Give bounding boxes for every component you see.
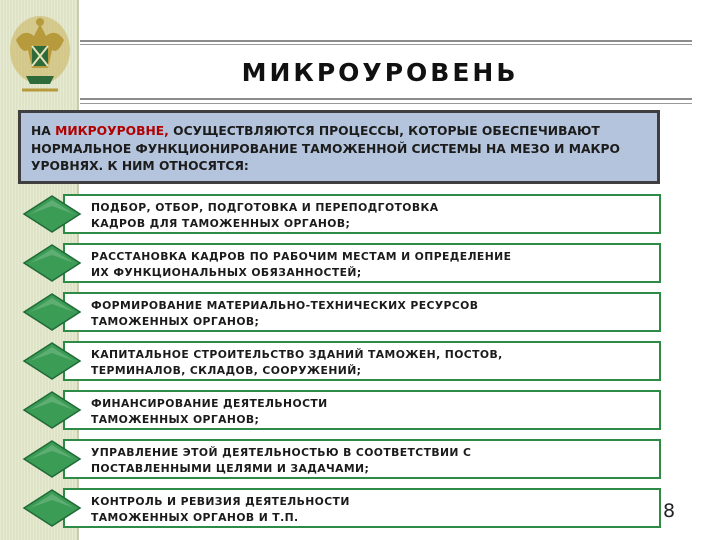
list-item (63, 439, 661, 479)
green-diamond-bullet-icon (22, 341, 82, 381)
list-item (63, 292, 661, 332)
list-item-line-2: ИХ ФУНКЦИОНАЛЬНЫХ ОБЯЗАННОСТЕЙ; (91, 266, 362, 279)
list-item-line-2: ТЕРМИНАЛОВ, СКЛАДОВ, СООРУЖЕНИЙ; (91, 364, 362, 377)
header-rule-top-thin (80, 44, 692, 45)
green-diamond-bullet-icon (22, 439, 82, 479)
list-item (63, 243, 661, 283)
green-diamond-bullet-icon (22, 292, 82, 332)
green-diamond-bullet-icon (22, 488, 82, 528)
list-item-line-2: КАДРОВ ДЛЯ ТАМОЖЕННЫХ ОРГАНОВ; (91, 217, 351, 230)
intro-box (18, 110, 660, 184)
header-rule-top (80, 40, 692, 42)
slide-title: МИКРОУРОВЕНЬ (241, 58, 519, 87)
list-item-line-2: ТАМОЖЕННЫХ ОРГАНОВ И Т.П. (91, 511, 299, 524)
green-diamond-bullet-icon (22, 390, 82, 430)
intro-highlight: МИКРОУРОВНЕ, (55, 124, 174, 138)
list-item-line-1: КАПИТАЛЬНОЕ СТРОИТЕЛЬСТВО ЗДАНИЙ ТАМОЖЕН, ПОСТОВ, (91, 348, 503, 361)
header-rule-bottom-thin (80, 103, 692, 104)
list-item (63, 194, 661, 234)
green-diamond-bullet-icon (22, 194, 82, 234)
list-item-line-1: ПОДБОР, ОТБОР, ПОДГОТОВКА И ПЕРЕПОДГОТОВКА (91, 201, 439, 214)
list-item-line-1: КОНТРОЛЬ И РЕВИЗИЯ ДЕЯТЕЛЬНОСТИ (91, 495, 350, 508)
list-item-line-2: ПОСТАВЛЕННЫМИ ЦЕЛЯМИ И ЗАДАЧАМИ; (91, 462, 370, 475)
list-item-line-2: ТАМОЖЕННЫХ ОРГАНОВ; (91, 413, 260, 426)
list-item-line-1: РАССТАНОВКА КАДРОВ ПО РАБОЧИМ МЕСТАМ И ОПРЕДЕЛЕНИЕ (91, 250, 512, 263)
list-item-line-1: ФОРМИРОВАНИЕ МАТЕРИАЛЬНО-ТЕХНИЧЕСКИХ РЕСУРСОВ (91, 299, 479, 312)
green-diamond-bullet-icon (22, 243, 82, 283)
header-rule-bottom (80, 98, 692, 100)
list-item (63, 390, 661, 430)
list-item-line-2: ТАМОЖЕННЫХ ОРГАНОВ; (91, 315, 260, 328)
customs-emblem-icon (8, 10, 72, 100)
list-item (63, 341, 661, 381)
intro-prefix: НА (31, 124, 56, 138)
list-item-line-1: УПРАВЛЕНИЕ ЭТОЙ ДЕЯТЕЛЬНОСТЬЮ В СООТВЕТСТВИИ С (91, 446, 472, 459)
list-item (63, 488, 661, 528)
page-number: 8 (663, 500, 676, 522)
list-item-line-1: ФИНАНСИРОВАНИЕ ДЕЯТЕЛЬНОСТИ (91, 397, 328, 410)
intro-text: ОСУЩЕСТВЛЯЮТСЯ ПРОЦЕССЫ, КОТОРЫЕ ОБЕСПЕЧИВАЮТ НОРМАЛЬНОЕ ФУНКЦИОНИРОВАНИЕ ТАМОЖЕННОЙ СИСТЕМЫ НА МЕЗО И МАКРО УРОВНЯХ. К НИМ ОТНОСЯТСЯ: (31, 124, 620, 173)
